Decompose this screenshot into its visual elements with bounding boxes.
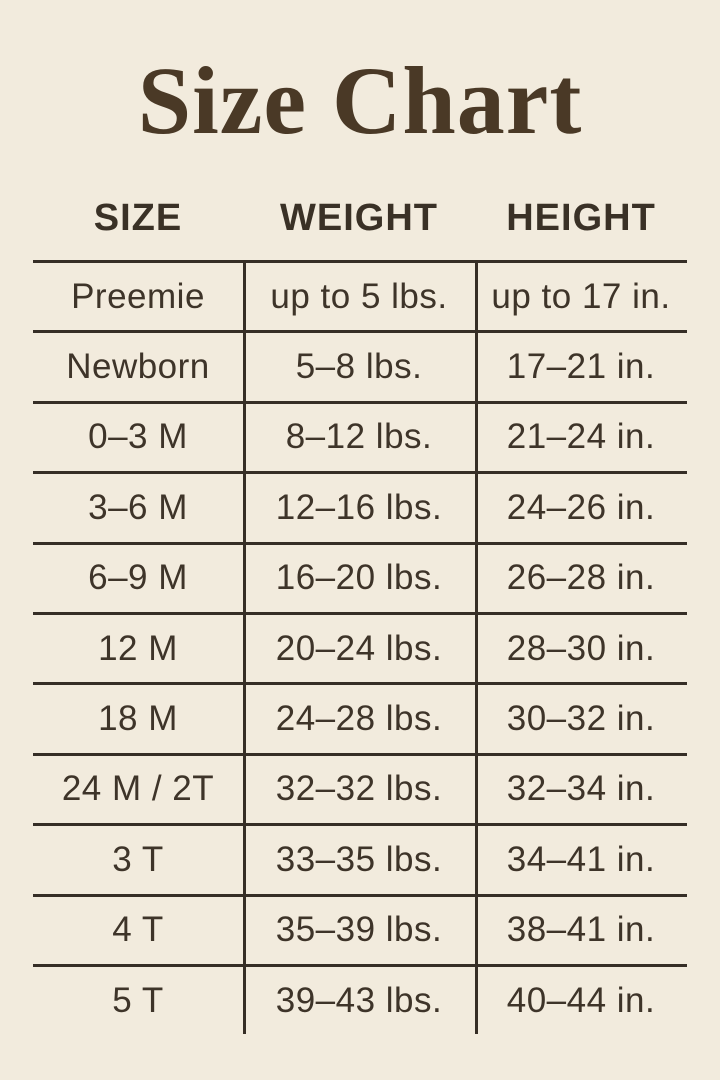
table-cell: 24 M / 2T <box>61 769 215 809</box>
table-cell: 26–28 in. <box>506 558 656 598</box>
table-cell: 24–26 in. <box>506 487 656 527</box>
table-cell: 12–16 lbs. <box>275 487 443 527</box>
table-cell: 16–20 lbs. <box>275 558 443 598</box>
table-cell: 8–12 lbs. <box>285 417 433 457</box>
table-cell: 18 M <box>98 699 178 739</box>
table-row <box>33 542 687 612</box>
table-row <box>33 401 687 471</box>
table-cell: 21–24 in. <box>506 417 656 457</box>
table-cell: 38–41 in. <box>506 910 656 950</box>
table-cell: 20–24 lbs. <box>275 628 443 668</box>
table-cell: 17–21 in. <box>506 347 656 387</box>
table-cell: up to 17 in. <box>491 276 671 316</box>
table-row <box>33 612 687 682</box>
table-cell: 4 T <box>112 910 164 950</box>
column-divider-weight-height <box>475 260 478 1034</box>
size-table-body <box>33 260 687 1034</box>
table-cell: 35–39 lbs. <box>275 910 443 950</box>
table-row <box>33 964 687 1034</box>
table-cell: 0–3 M <box>88 417 188 457</box>
table-header-row <box>33 196 687 240</box>
table-cell: 33–35 lbs. <box>275 839 443 879</box>
table-cell: 3–6 M <box>88 487 188 527</box>
table-cell: 5–8 lbs. <box>295 347 423 387</box>
column-header-size: SIZE <box>93 196 183 239</box>
table-cell: 39–43 lbs. <box>275 980 443 1020</box>
table-row <box>33 471 687 541</box>
table-row <box>33 260 687 330</box>
table-cell: 28–30 in. <box>506 628 656 668</box>
table-cell: Preemie <box>71 276 205 316</box>
column-divider-size-weight <box>243 260 246 1034</box>
table-cell: 32–32 lbs. <box>275 769 443 809</box>
table-row <box>33 894 687 964</box>
table-cell: 30–32 in. <box>506 699 656 739</box>
table-cell: 3 T <box>112 839 164 879</box>
table-cell: Newborn <box>66 347 210 387</box>
table-cell: 5 T <box>112 980 164 1020</box>
table-cell: 24–28 lbs. <box>275 699 443 739</box>
table-row <box>33 753 687 823</box>
table-cell: 34–41 in. <box>506 839 656 879</box>
size-table <box>33 260 687 1035</box>
table-cell: 6–9 M <box>88 558 188 598</box>
table-row <box>33 823 687 893</box>
table-cell: 12 M <box>98 628 178 668</box>
table-cell: up to 5 lbs. <box>270 276 448 316</box>
page-title: Size Chart <box>137 47 583 154</box>
table-cell: 40–44 in. <box>506 980 656 1020</box>
table-cell: 32–34 in. <box>506 769 656 809</box>
table-row <box>33 330 687 400</box>
table-row <box>33 682 687 752</box>
column-header-weight: WEIGHT <box>280 196 438 239</box>
column-header-height: HEIGHT <box>506 196 656 239</box>
